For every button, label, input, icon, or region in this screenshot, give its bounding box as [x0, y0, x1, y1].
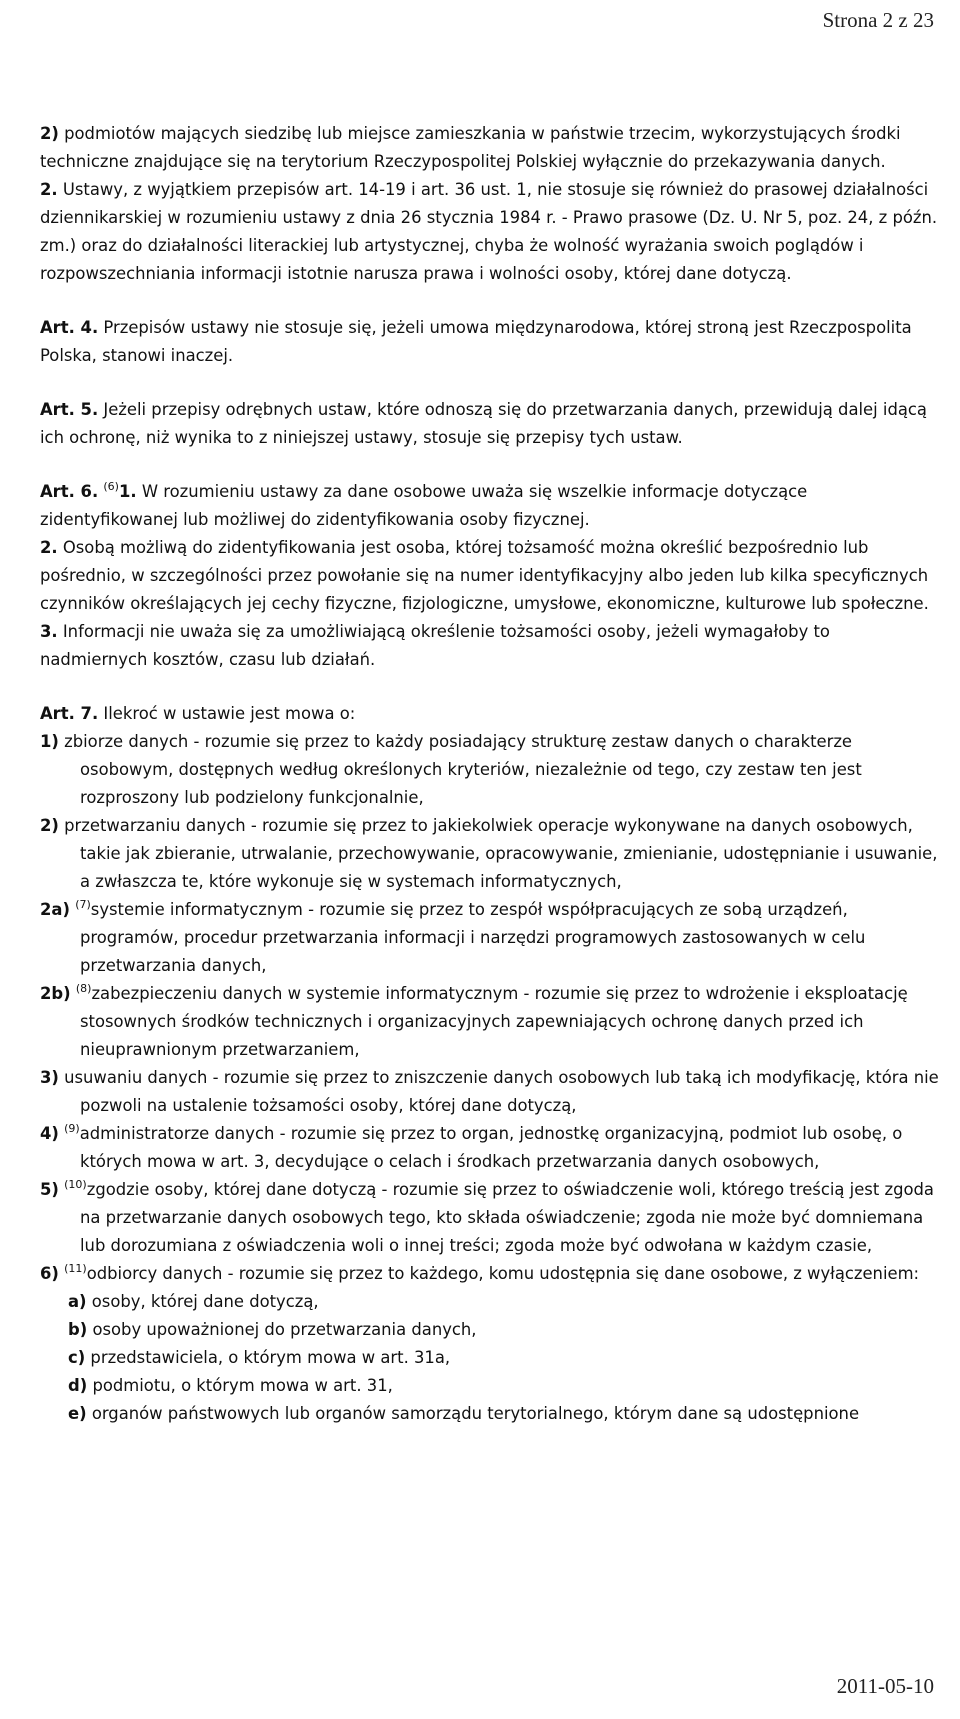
- definition-item: [0, 1176, 940, 1260]
- definition-text: systemie informatycznym - rozumie się przez to zespół współpracujących ze sobą urządzeń, programów, procedur przetwarzania informacji i narzędzi programowych zastosowanych w celu przetwarzania danych,: [80, 900, 866, 975]
- article-label: Art. 7.: [40, 704, 99, 723]
- paragraph-number: 2.: [40, 538, 58, 557]
- section-number: 2.: [40, 180, 58, 199]
- footnote-ref: (10): [64, 1178, 87, 1191]
- paragraph-number: 3.: [40, 622, 58, 641]
- paragraph-text: Informacji nie uważa się za umożliwiającą określenie tożsamości osoby, jeżeli wymagałoby to nadmiernych kosztów, czasu lub działań.: [40, 622, 830, 669]
- definition-number: 2b): [40, 984, 71, 1003]
- definition-item: [0, 980, 940, 1064]
- paragraph-2-third-country: [0, 120, 940, 176]
- article-label: Art. 4.: [40, 318, 99, 337]
- article-6-par-3: [0, 618, 940, 674]
- definition-text: administratorze danych - rozumie się przez to organ, jednostkę organizacyjną, podmiot lub osobę, o których mowa w art. 3, decydujące o celach i środkach przetwarzania danych osobowych,: [79, 1124, 903, 1171]
- exclusion-item: [0, 1372, 940, 1400]
- definition-text: odbiorcy danych - rozumie się przez to każdego, komu udostępnia się dane osobowe, z wyłączeniem:: [86, 1264, 920, 1283]
- article-intro-text: Ilekroć w ustawie jest mowa o:: [98, 704, 356, 723]
- definition-number: 4): [40, 1124, 59, 1143]
- article-text: Jeżeli przepisy odrębnych ustaw, które odnoszą się do przetwarzania danych, przewidują dalej idącą ich ochronę, niż wynika to z niniejszej ustawy, stosuje się przepisy tych ustaw.: [40, 400, 927, 447]
- exclusion-letter: c): [68, 1348, 86, 1367]
- definition-item: [0, 1120, 940, 1176]
- definition-number: 2a): [40, 900, 70, 919]
- article-label: Art. 5.: [40, 400, 99, 419]
- paragraph-number: 1.: [118, 482, 137, 501]
- definition-text: zabezpieczeniu danych w systemie informatycznym - rozumie się przez to wdrożenie i eksploatację stosownych środków technicznych i organizacyjnych zapewniających ochronę danych przed ich nieuprawnionym przetwarzaniem,: [80, 984, 908, 1059]
- footnote-ref: (9): [64, 1122, 80, 1135]
- definition-text: przetwarzaniu danych - rozumie się przez to jakiekolwiek operacje wykonywane na danych osobowych, takie jak zbieranie, utrwalanie, przechowywanie, opracowywanie, zmienianie, udostępnianie i usuwanie, a zwłaszcza te, które wykonuje się w systemach informatycznych,: [58, 816, 938, 891]
- exclusion-text: osoby, której dane dotyczą,: [86, 1292, 319, 1311]
- article-7-definitions-list: [0, 728, 940, 1288]
- article-7-exclusions-list: [0, 1288, 940, 1428]
- document-body: [0, 120, 940, 1428]
- article-7-intro: [0, 700, 940, 728]
- page-number: Strona 2 z 23: [822, 8, 934, 32]
- definition-text: zgodzie osoby, której dane dotyczą - rozumie się przez to oświadczenie woli, którego treścią jest zgoda na przetwarzanie danych osobowych tego, kto składa oświadczenie; zgoda nie może być domniemana lub dorozumiana z oświadczenia woli o innej treści; zgoda może być odwołana w każdym czasie,: [80, 1180, 934, 1255]
- paragraph-text: W rozumieniu ustawy za dane osobowe uważa się wszelkie informacje dotyczące zidentyfikowanej lub możliwej do zidentyfikowania osoby fizycznej.: [40, 482, 808, 529]
- definition-item: [0, 1260, 940, 1288]
- definition-text: zbiorze danych - rozumie się przez to każdy posiadający strukturę zestaw danych o charakterze osobowym, dostępnych według określonych kryteriów, niezależnie od tego, czy zestaw ten jest rozproszony lub podzielony funkcjonalnie,: [58, 732, 862, 807]
- article-4: [0, 314, 940, 370]
- definition-item: [0, 1064, 940, 1120]
- definition-item: [0, 896, 940, 980]
- article-6-par-1: [0, 478, 940, 534]
- exclusion-letter: b): [68, 1320, 88, 1339]
- footnote-ref: (11): [64, 1262, 87, 1275]
- footnote-ref: (7): [75, 898, 91, 911]
- definition-number: 6): [40, 1264, 59, 1283]
- exclusion-letter: a): [68, 1292, 87, 1311]
- exclusion-item: [0, 1400, 940, 1428]
- definition-number: 5): [40, 1180, 59, 1199]
- article-label: Art. 6.: [40, 482, 99, 501]
- exclusion-text: organów państwowych lub organów samorządu terytorialnego, którym dane są udostępnione: [86, 1404, 860, 1423]
- exclusion-item: [0, 1288, 940, 1316]
- exclusion-letter: e): [68, 1404, 87, 1423]
- item-text: podmiotów mających siedzibę lub miejsce zamieszkania w państwie trzecim, wykorzystujących środki techniczne znajdujące się na terytorium Rzeczypospolitej Polskiej wyłącznie do przekazywania danych.: [40, 124, 901, 171]
- article-6-par-2: [0, 534, 940, 618]
- footnote-ref: (6): [103, 480, 119, 493]
- item-number: 2): [40, 124, 59, 143]
- section-text: Ustawy, z wyjątkiem przepisów art. 14-19 i art. 36 ust. 1, nie stosuje się również do prasowej działalności dziennikarskiej w rozumieniu ustawy z dnia 26 stycznia 1984 r. - Prawo prasowe (Dz. U. Nr 5, poz. 24, z późn. zm.): [40, 180, 938, 255]
- definition-number: 2): [40, 816, 59, 835]
- definition-item: [0, 812, 940, 896]
- paragraph-text: Osobą możliwą do zidentyfikowania jest osoba, której tożsamość można określić bezpośrednio lub pośrednio, w szczególności przez powołanie się na numer identyfikacyjny albo jeden lub kilka specyficznych czynników określających jej cechy fizyczne, fizjologiczne, umysłowe, ekonomiczne, kulturowe lub społeczne.: [40, 538, 929, 613]
- exclusion-letter: d): [68, 1376, 88, 1395]
- definition-number: 1): [40, 732, 59, 751]
- definition-number: 3): [40, 1068, 59, 1087]
- section-2-press-exclusion: [0, 176, 940, 288]
- definition-text: usuwaniu danych - rozumie się przez to zniszczenie danych osobowych lub taką ich modyfikację, która nie pozwoli na ustalenie tożsamości osoby, której dane dotyczą,: [58, 1068, 939, 1115]
- footer-date: 2011-05-10: [836, 1674, 934, 1698]
- article-text: Przepisów ustawy nie stosuje się, jeżeli umowa międzynarodowa, której stroną jest Rzeczpospolita Polska, stanowi inaczej.: [40, 318, 912, 365]
- definition-item: [0, 728, 940, 812]
- exclusion-text: osoby upoważnionej do przetwarzania danych,: [87, 1320, 477, 1339]
- exclusion-text: przedstawiciela, o którym mowa w art. 31a,: [85, 1348, 451, 1367]
- exclusion-item: [0, 1316, 940, 1344]
- exclusion-item: [0, 1344, 940, 1372]
- article-5: [0, 396, 940, 452]
- exclusion-text: podmiotu, o którym mowa w art. 31,: [87, 1376, 393, 1395]
- section-text-continued: oraz do działalności literackiej lub artystycznej, chyba że wolność wyrażania swoich poglądów i rozpowszechniania informacji istotnie narusza prawa i wolności osoby, której dane dotyczą.: [40, 236, 864, 283]
- footnote-ref: (8): [75, 982, 92, 995]
